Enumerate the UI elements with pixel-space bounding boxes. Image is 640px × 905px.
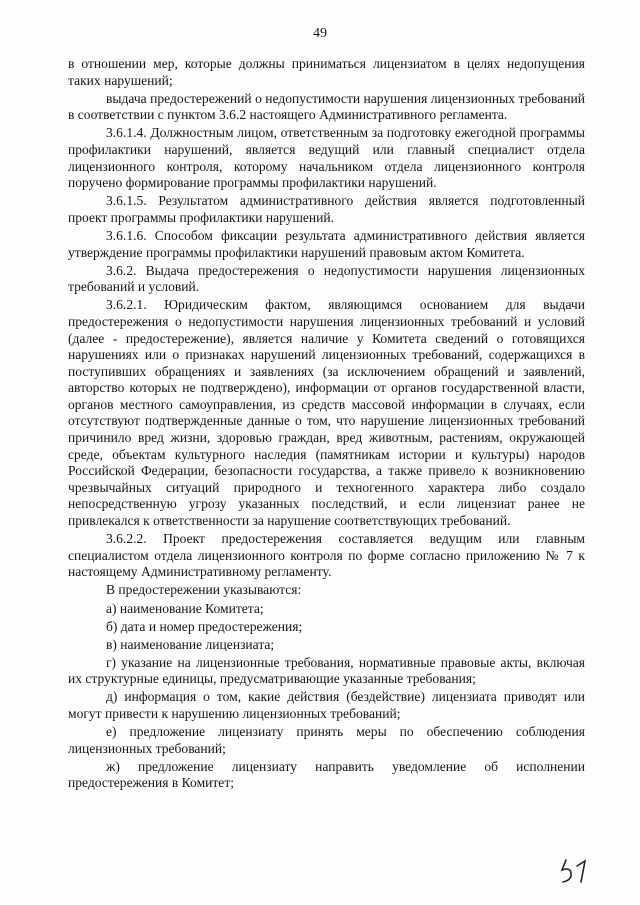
list-item-zh: ж) предложение лицензиату направить уведомление об исполнении предостережения в Комитет;: [68, 758, 585, 791]
list-item-d: д) информация о том, какие действия (бездействие) лицензиата приводят или могут привести к нарушению лицензионных требований;: [68, 689, 585, 722]
paragraph-3-6-2-2: 3.6.2.2. Проект предостережения составляется ведущим или главным специалистом отдела лицензионного контроля по форме согласно приложению № 7 к настоящему Административному регламенту.: [68, 531, 585, 580]
list-item-b: б) дата и номер предостережения;: [106, 618, 303, 634]
paragraph-3-6-1-5: 3.6.1.5. Результатом административного действия является подготовленный проект программы профилактики нарушений.: [68, 193, 585, 225]
paragraph-0: в отношении мер, которые должны приниматься лицензиатом в целях недопущения таких нарушений;: [68, 56, 585, 88]
paragraph-3-6-2-1: 3.6.2.1. Юридическим фактом, являющимся основанием для выдачи предостережения о недопустимости нарушения лицензионных требований и условий (далее - предостережение), является наличие у Комитета сведений о готовящихся нарушениях или о признаках нарушений лицензионных требований, содержащихся в поступивших обращениях и заявлениях (за исключением обращений и заявлений, авторство которых не подтверждено), информации от органов государственной власти, органов местного самоуправления, из средств массовой информации в случаях, если отсутствуют подтвержденные данные о том, что нарушение лицензионных требований причинило вред жизни, здоровью граждан, вред животным, растениям, окружающей среде, объектам культурного наследия (памятникам истории и культуры) народов Российской Федерации, безопасности государства, а также привело к возникновению чрезвычайных ситуаций природного и техногенного характера либо создало непосредственную угрозу указанных последствий, и если лицензиат ранее не привлекался к ответственности за нарушение соответствующих требований.: [68, 297, 585, 529]
list-item-e: е) предложение лицензиату принять меры по обеспечению соблюдения лицензионных требований;: [68, 724, 585, 756]
paragraph-1: выдача предостережений о недопустимости нарушения лицензионных требований в соответствии с пунктом 3.6.2 настоящего Административного регламента.: [68, 90, 585, 123]
paragraph-list-intro: В предостережении указываются:: [106, 582, 302, 598]
list-item-a: а) наименование Комитета;: [106, 600, 264, 616]
list-item-g: г) указание на лицензионные требования, нормативные правовые акты, включая их структурные единицы, предусматривающие указанные требования;: [68, 654, 585, 687]
page-number: 49: [313, 26, 327, 41]
list-item-v: в) наименование лицензиата;: [106, 636, 275, 652]
document-body: [68, 56, 585, 794]
paragraph-3-6-1-6: 3.6.1.6. Способом фиксации результата административного действия является утверждение программы профилактики нарушений правовым актом Комитета.: [68, 227, 585, 260]
handwritten-page-mark-icon: [556, 856, 596, 886]
paragraph-3-6-1-4: 3.6.1.4. Должностным лицом, ответственным за подготовку ежегодной программы профилактики нарушений, является ведущий или главный специалист отдела лицензионного контроля, которому начальником отдела лицензионного контроля поручено формирование программы профилактики нарушений.: [68, 125, 585, 191]
paragraph-3-6-2: 3.6.2. Выдача предостережения о недопустимости нарушения лицензионных требований и условий.: [68, 262, 585, 295]
